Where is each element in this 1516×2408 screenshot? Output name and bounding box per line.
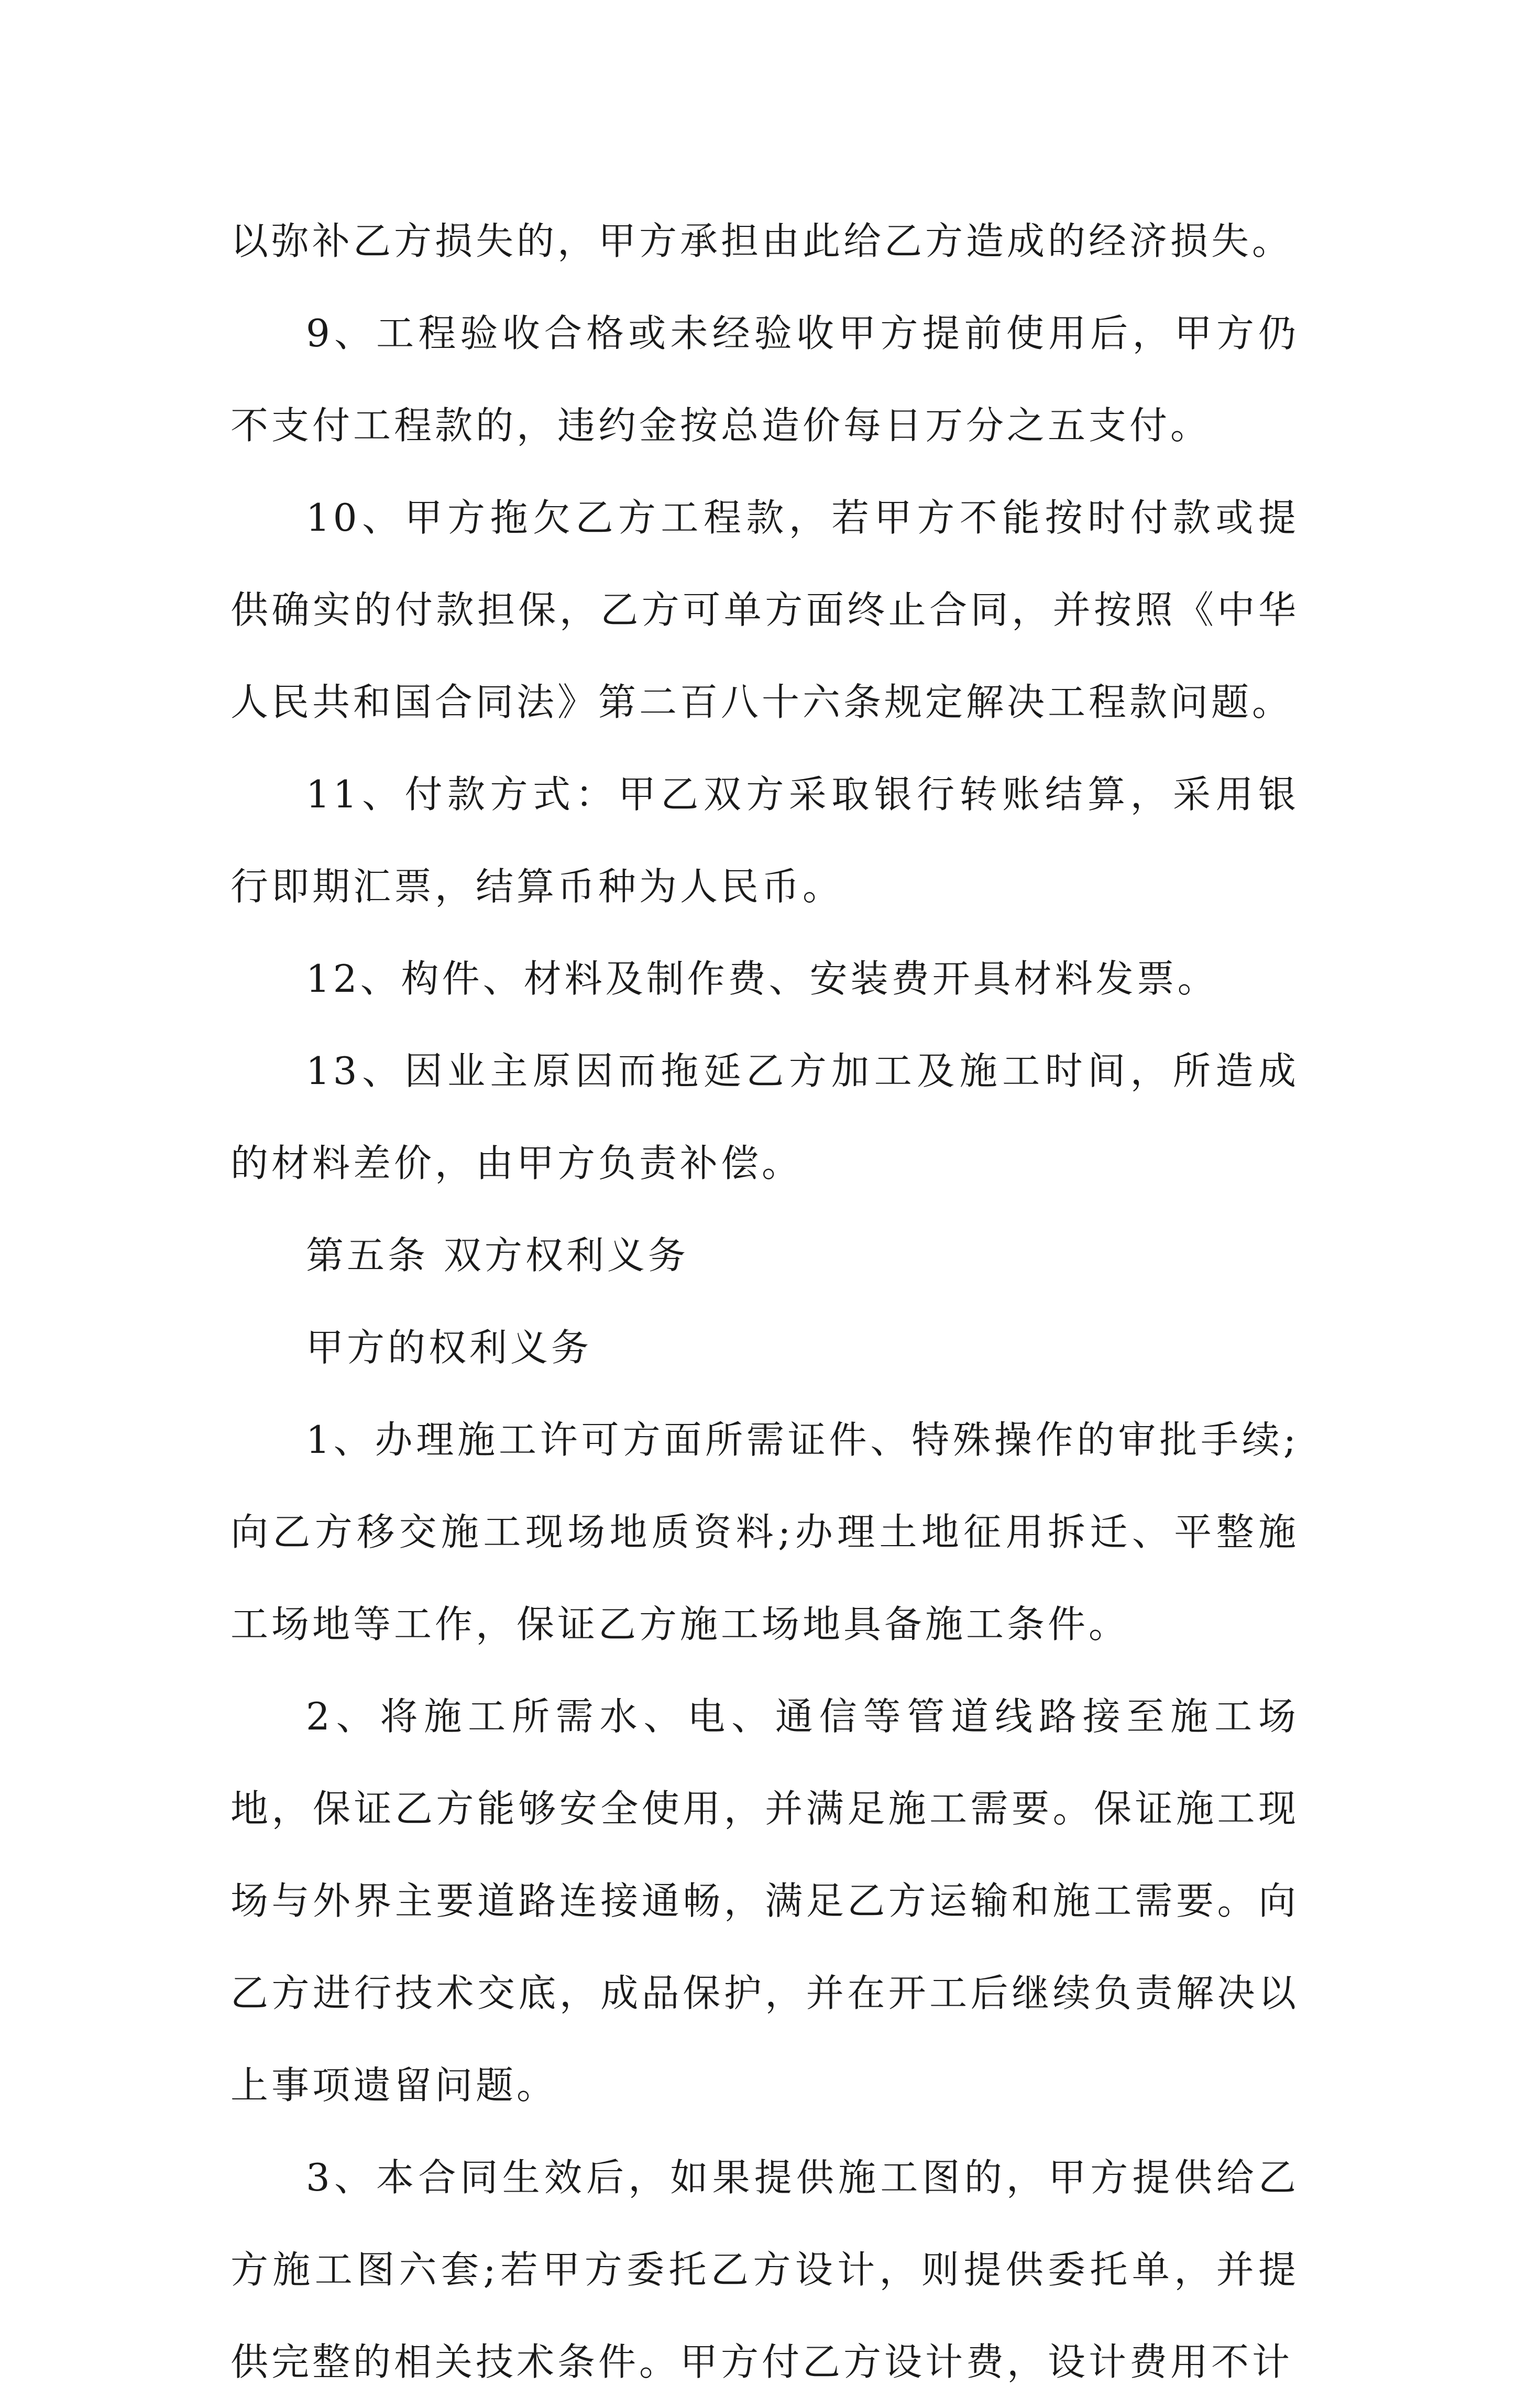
paragraph-clause-10: 10、甲方拖欠乙方工程款，若甲方不能按时付款或提供确实的付款担保，乙方可单方面终止合同，并按照《中华人民共和国合同法》第二百八十六条规定解决工程款问题。	[230, 496, 1299, 724]
paragraph-item-3: 3、本合同生效后，如果提供施工图的，甲方提供给乙方施工图六套;若甲方委托乙方设计，则提供委托单，并提供完整的相关技术条件。甲方付乙方设计费，设计费用不计	[230, 2155, 1299, 2384]
subheading-party-a-rights: 甲方的权利义务	[306, 1326, 592, 1370]
paragraph-item-2: 2、将施工所需水、电、通信等管道线路接至施工场地，保证乙方能够安全使用，并满足施工需要。保证施工现场与外界主要道路连接通畅，满足乙方运输和施工需要。向乙方进行技术交底，成品保护，并在开工后继续负责解决以上事项遗留问题。	[230, 1694, 1299, 2107]
paragraph-clause-13: 13、因业主原因而拖延乙方加工及施工时间，所造成的材料差价，由甲方负责补偿。	[230, 1049, 1299, 1185]
paragraph-clause-12: 12、构件、材料及制作费、安装费开具材料发票。	[306, 957, 1218, 1001]
paragraph-clause-11: 11、付款方式：甲乙双方采取银行转账结算，采用银行即期汇票，结算币种为人民币。	[230, 772, 1299, 909]
paragraph-continuation: 以弥补乙方损失的，甲方承担由此给乙方造成的经济损失。	[230, 219, 1293, 263]
paragraph-item-1: 1、办理施工许可方面所需证件、特殊操作的审批手续;向乙方移交施工现场地质资料;办理土地征用拆迁、平整施工场地等工作，保证乙方施工场地具备施工条件。	[230, 1418, 1299, 1646]
section-heading-article-5: 第五条 双方权利义务	[306, 1233, 689, 1277]
document-body	[230, 195, 1299, 2408]
paragraph-clause-9: 9、工程验收合格或未经验收甲方提前使用后，甲方仍不支付工程款的，违约金按总造价每日万分之五支付。	[230, 311, 1299, 447]
